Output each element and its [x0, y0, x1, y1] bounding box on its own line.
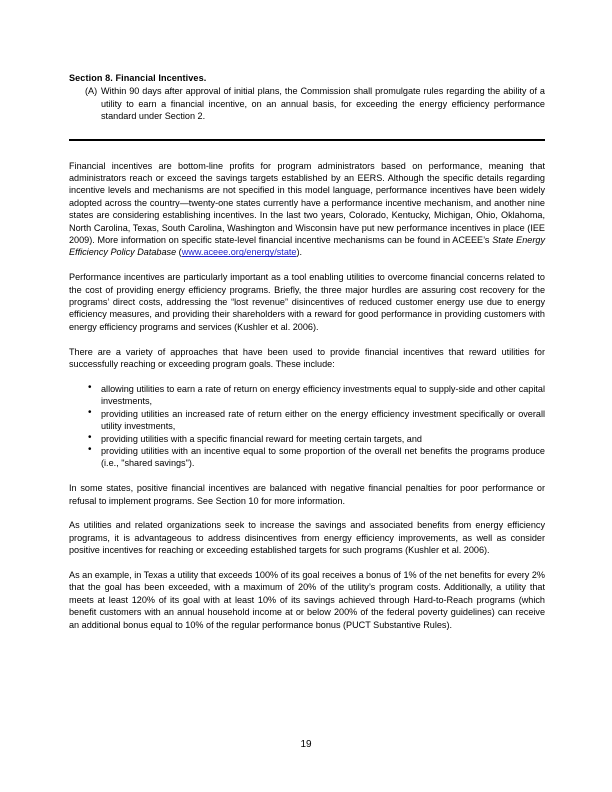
horizontal-rule	[69, 139, 545, 141]
page-content	[69, 72, 545, 631]
paragraph-1	[69, 160, 545, 259]
paragraph-2: Performance incentives are particularly important as a tool enabling utilities to overcome financial concerns related to the cost of providing energy efficiency programs. Briefly, the three major hurdles are assuring cost recovery for the programs’ direct costs, addressing the “lost revenue” disincentives of reduced customer energy use due to energy efficiency measures, and providing their shareholders with a reward for good performance in providing customers with energy efficiency programs and services (Kushler et al. 2006).	[69, 272, 545, 332]
list-item-label: providing utilities an increased rate of return either on the energy efficiency investment specifically or overall utility investments,	[101, 408, 545, 432]
paragraph-1-italic-title: State Energy Efficiency Policy Database	[69, 235, 545, 258]
bullet-icon: •	[88, 432, 92, 444]
paragraph-4: In some states, positive financial incentives are balanced with negative financial penalties for poor performance or refusal to implement programs. See Section 10 for more information.	[69, 483, 545, 506]
list-item	[69, 383, 545, 408]
clause-marker: (A)	[85, 86, 98, 97]
aceee-database-link[interactable]: www.aceee.org/energy/state	[181, 247, 297, 258]
clause-a	[69, 85, 545, 122]
section-heading: Section 8. Financial Incentives.	[69, 73, 207, 83]
paragraph-5: As utilities and related organizations seek to increase the savings and associated benefits from energy efficiency programs, it is advantageous to address disincentives from energy efficiency improvements, as well as consider positive incentives for reaching or exceeding established targets for such programs (Kushler et al. 2006).	[69, 520, 545, 556]
bullet-icon: •	[88, 382, 92, 394]
paragraph-1-text-part-1: Financial incentives are bottom-line profits for program administrators based on performance, meaning that administrators reach or exceed the savings targets established by an EERS. Although the specific details regarding incentive levels and mechanisms are not specified in this model language, performance incentives have been widely adopted across the country—twenty-one states currently have a performance incentive mechanism, and another nine states are considering establishing incentives. In the last two years, Colorado, Kentucky, Michigan, Ohio, Oklahoma, North Carolina, Texas, South Carolina, Washington and Wisconsin have put new performance incentives in place (IEE 2009). More information on specific state-level financial incentive mechanisms can be found in ACEEE’s	[69, 160, 545, 246]
list-item	[69, 445, 545, 470]
incentive-approaches-list	[69, 383, 545, 470]
bullet-icon: •	[88, 444, 92, 456]
list-item-label: providing utilities with an incentive equal to some proportion of the overall net benefits the programs produce (i.e., "shared savings").	[101, 445, 545, 469]
paragraph-1-text-part-3: ).	[296, 247, 303, 258]
list-item-label: providing utilities with a specific financial reward for meeting certain targets, and	[101, 433, 422, 444]
list-item-label: allowing utilities to earn a rate of return on energy efficiency investments equal to supply-side and other capital investments,	[101, 383, 545, 407]
paragraph-6: As an example, in Texas a utility that exceeds 100% of its goal receives a bonus of 1% of the net benefits for every 2% that the goal has been exceeded, with a maximum of 20% of the utility’s program costs. Additionally, a utility that meets at least 120% of its goal with at least 10% of its savings achieved through Hard-to-Reach programs (which benefit customers with an annual household income at or below 200% of the federal poverty guidelines) can receive an additional bonus equal to 10% of the regular performance bonus (PUCT Substantive Rules).	[69, 569, 546, 630]
list-item	[69, 408, 545, 433]
bullet-icon: •	[88, 407, 92, 419]
paragraph-3: There are a variety of approaches that have been used to provide financial incentives that reward utilities for successfully reaching or exceeding program goals. These include:	[69, 346, 545, 370]
list-item	[69, 433, 545, 445]
page-number: 19	[300, 739, 312, 750]
paragraph-1-text-part-2: (	[176, 247, 182, 258]
clause-text: Within 90 days after approval of initial plans, the Commission shall promulgate rules regarding the ability of a utility to earn a financial incentive, on an annual basis, for exceeding the energy efficiency performance standard under Section 2.	[101, 86, 545, 122]
